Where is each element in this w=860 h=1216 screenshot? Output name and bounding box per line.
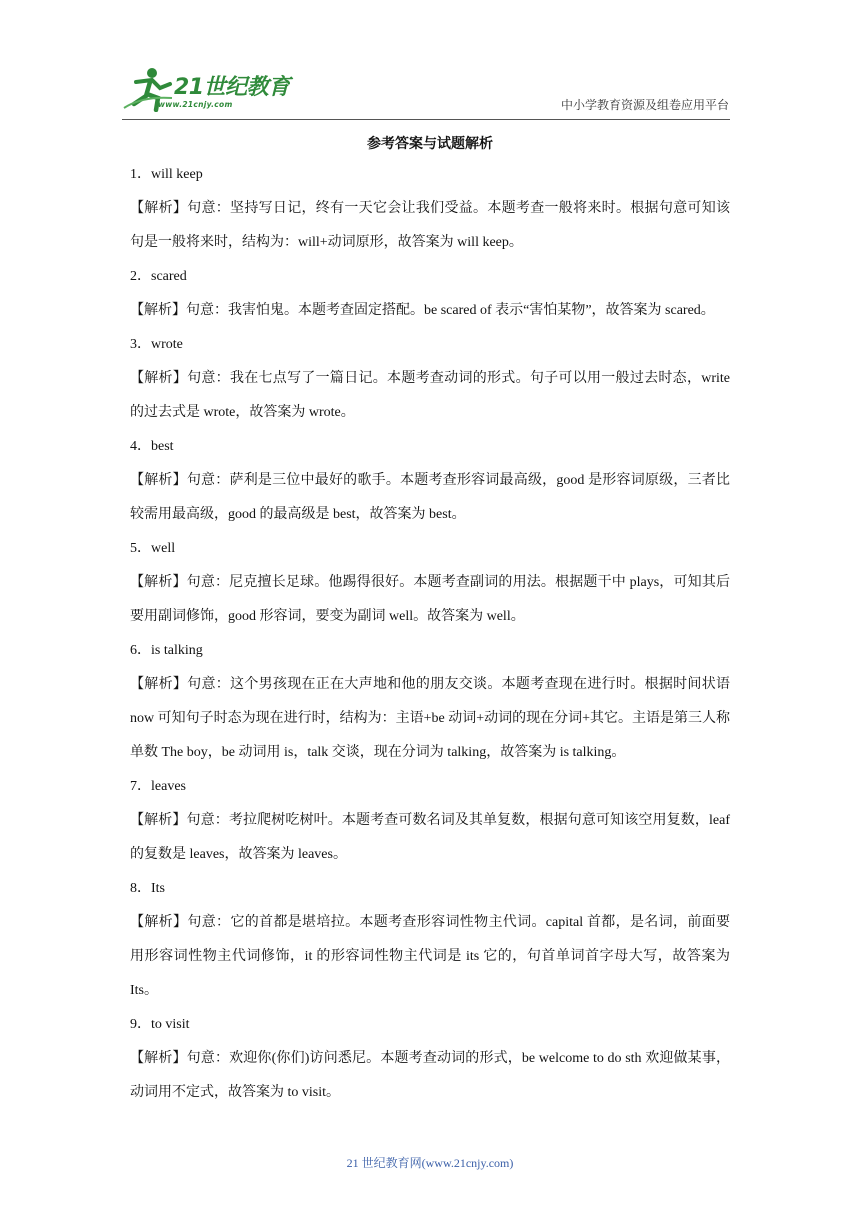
platform-name: 中小学教育资源及组卷应用平台 [560,98,729,112]
answer-item [130,430,730,532]
answer-explanation: 【解析】句意：我害怕鬼。本题考查固定搭配。be scared of 表示“害怕某物”，故答案为 scared。 [130,303,715,318]
answer-number: 2．scared [130,269,187,284]
answer-number: 1．will keep [130,167,203,182]
answer-explanation: 【解析】句意：这个男孩现在正在大声地和他的朋友交谈。本题考查现在进行时。根据时间状语 now 可知句子时态为现在进行时，结构为：主语+be 动词+动词的现在分词+其它。主语是第三人称单数 The boy，be 动词用 is，talk 交谈，现在分词为 talking，故答案为 is talking。 [130,677,731,760]
answer-number: 7．leaves [130,779,186,794]
answer-explanation: 【解析】句意：欢迎你(你们)访问悉尼。本题考查动词的形式，be welcome to do sth 欢迎做某事，动词用不定式，故答案为 to visit。 [130,1051,730,1100]
answer-explanation: 【解析】句意：萨利是三位中最好的歌手。本题考查形容词最高级，good 是形容词原级，三者比较需用最高级，good 的最高级是 best，故答案为 best。 [130,473,730,522]
answer-item [130,1008,730,1110]
answer-number: 9．to visit [130,1017,190,1032]
logo-text: 21世纪教育 [174,75,290,100]
answer-item [130,770,730,872]
page-footer[interactable]: 21 世纪教育网(www.21cnjy.com) [346,1156,514,1170]
answer-item [130,634,730,770]
answer-item [130,872,730,1008]
answer-item [130,158,730,260]
answer-number: 3．wrote [130,337,183,352]
answer-number: 6．is talking [130,643,203,658]
answer-explanation: 【解析】句意：尼克擅长足球。他踢得很好。本题考查副词的用法。根据题干中 plays，可知其后要用副词修饰，good 形容词，要变为副词 well。故答案为 well。 [130,575,730,624]
answer-number: 8．Its [130,881,165,896]
answer-explanation: 【解析】句意：坚持写日记，终有一天它会让我们受益。本题考查一般将来时。根据句意可知该句是一般将来时，结构为：will+动词原形，故答案为 will keep。 [130,201,730,250]
answer-item [130,532,730,634]
page-header [0,0,860,125]
answer-list [130,158,730,1110]
answer-number: 4．best [130,439,174,454]
logo-url: www.21cnjy.com [158,100,233,109]
logo [122,66,292,116]
answer-number: 5．well [130,541,176,556]
header-divider [122,119,730,120]
page-title: 参考答案与试题解析 [367,136,493,152]
answer-explanation: 【解析】句意：我在七点写了一篇日记。本题考查动词的形式。句子可以用一般过去时态，write 的过去式是 wrote，故答案为 wrote。 [130,371,730,420]
answer-item [130,328,730,430]
answer-item [130,260,730,328]
answer-explanation: 【解析】句意：考拉爬树吃树叶。本题考查可数名词及其单复数，根据句意可知该空用复数，leaf 的复数是 leaves，故答案为 leaves。 [130,813,730,862]
answer-explanation: 【解析】句意：它的首都是堪培拉。本题考查形容词性物主代词。capital 首都，是名词，前面要用形容词性物主代词修饰，it 的形容词性物主代词是 its 它的，句首单词首字母大写，故答案为 Its。 [130,915,730,998]
